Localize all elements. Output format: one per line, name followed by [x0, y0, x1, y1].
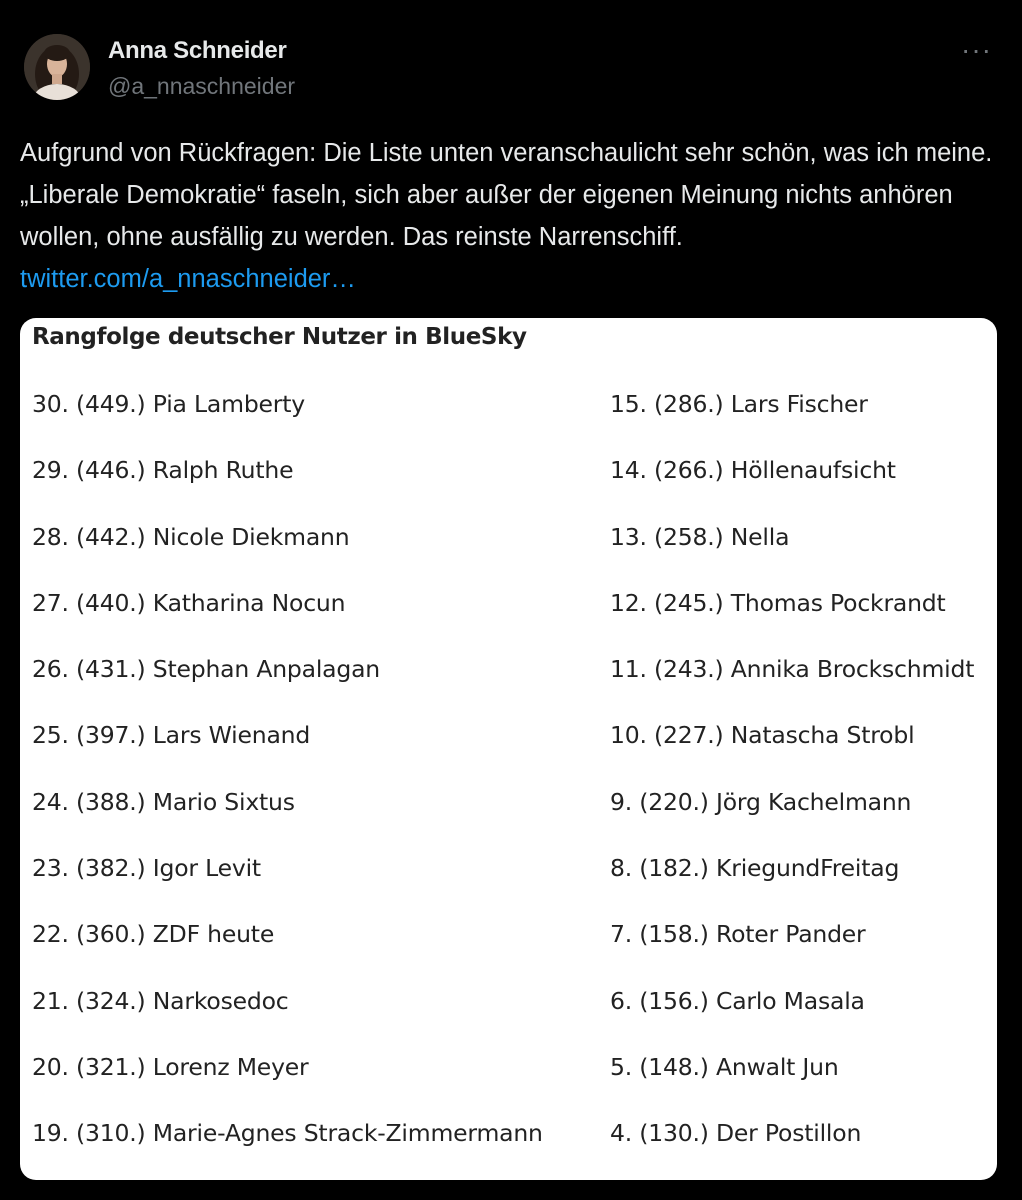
- ranking-entry: 28. (442.) Nicole Diekmann: [32, 522, 350, 551]
- ranking-entry: 10. (227.) Natascha Strobl: [610, 721, 915, 750]
- ranking-entry: 13. (258.) Nella: [610, 522, 790, 551]
- ranking-entry: 11. (243.) Annika Brockschmidt: [610, 655, 975, 684]
- ranking-entry: 21. (324.) Narkosedoc: [32, 986, 289, 1015]
- ranking-entry: 4. (130.) Der Postillon: [610, 1119, 862, 1148]
- ranking-entry: 29. (446.) Ralph Ruthe: [32, 456, 294, 485]
- ranking-left-column: [32, 384, 543, 1180]
- tweet-link[interactable]: twitter.com/a_nnaschneider…: [20, 265, 356, 293]
- tweet-text: [20, 132, 1005, 300]
- avatar-image: [24, 34, 90, 100]
- ranking-entry: 23. (382.) Igor Levit: [32, 854, 261, 883]
- tweet-body: Aufgrund von Rückfragen: Die Liste unten veranschaulicht sehr schön, was ich meine. „Liberale Demokratie“ faseln, sich aber außer der eigenen Meinung nichts anhören wollen, ohne ausfällig zu werden. Das reinste Narrenschiff.: [20, 139, 993, 251]
- ranking-entry: 19. (310.) Marie-Agnes Strack-Zimmermann: [32, 1119, 543, 1148]
- ranking-entry: 7. (158.) Roter Pander: [610, 920, 866, 949]
- ranking-entry: 12. (245.) Thomas Pockrandt: [610, 588, 946, 617]
- ranking-entry: 22. (360.) ZDF heute: [32, 920, 275, 949]
- avatar[interactable]: [24, 34, 90, 100]
- ranking-right-column: [610, 384, 974, 1180]
- image-title: Rangfolge deutscher Nutzer in BlueSky: [32, 324, 527, 350]
- more-options-icon[interactable]: ···: [961, 34, 992, 65]
- ranking-entry: 8. (182.) KriegundFreitag: [610, 854, 900, 883]
- ranking-entry: 6. (156.) Carlo Masala: [610, 986, 865, 1015]
- ranking-entry: 14. (266.) Höllenaufsicht: [610, 456, 896, 485]
- author-handle[interactable]: @a_nnaschneider: [108, 73, 296, 99]
- ranking-entry: 15. (286.) Lars Fischer: [610, 390, 868, 418]
- attached-image[interactable]: [20, 318, 997, 1180]
- ranking-entry: 9. (220.) Jörg Kachelmann: [610, 787, 912, 816]
- author-name[interactable]: Anna Schneider: [108, 37, 287, 64]
- ranking-entry: 24. (388.) Mario Sixtus: [32, 787, 295, 816]
- ranking-entry: 25. (397.) Lars Wienand: [32, 721, 311, 750]
- ranking-entry: 30. (449.) Pia Lamberty: [32, 390, 305, 418]
- ranking-entry: 26. (431.) Stephan Anpalagan: [32, 655, 380, 684]
- ranking-entry: 20. (321.) Lorenz Meyer: [32, 1052, 309, 1081]
- ranking-entry: 27. (440.) Katharina Nocun: [32, 588, 346, 617]
- ranking-entry: 5. (148.) Anwalt Jun: [610, 1052, 839, 1081]
